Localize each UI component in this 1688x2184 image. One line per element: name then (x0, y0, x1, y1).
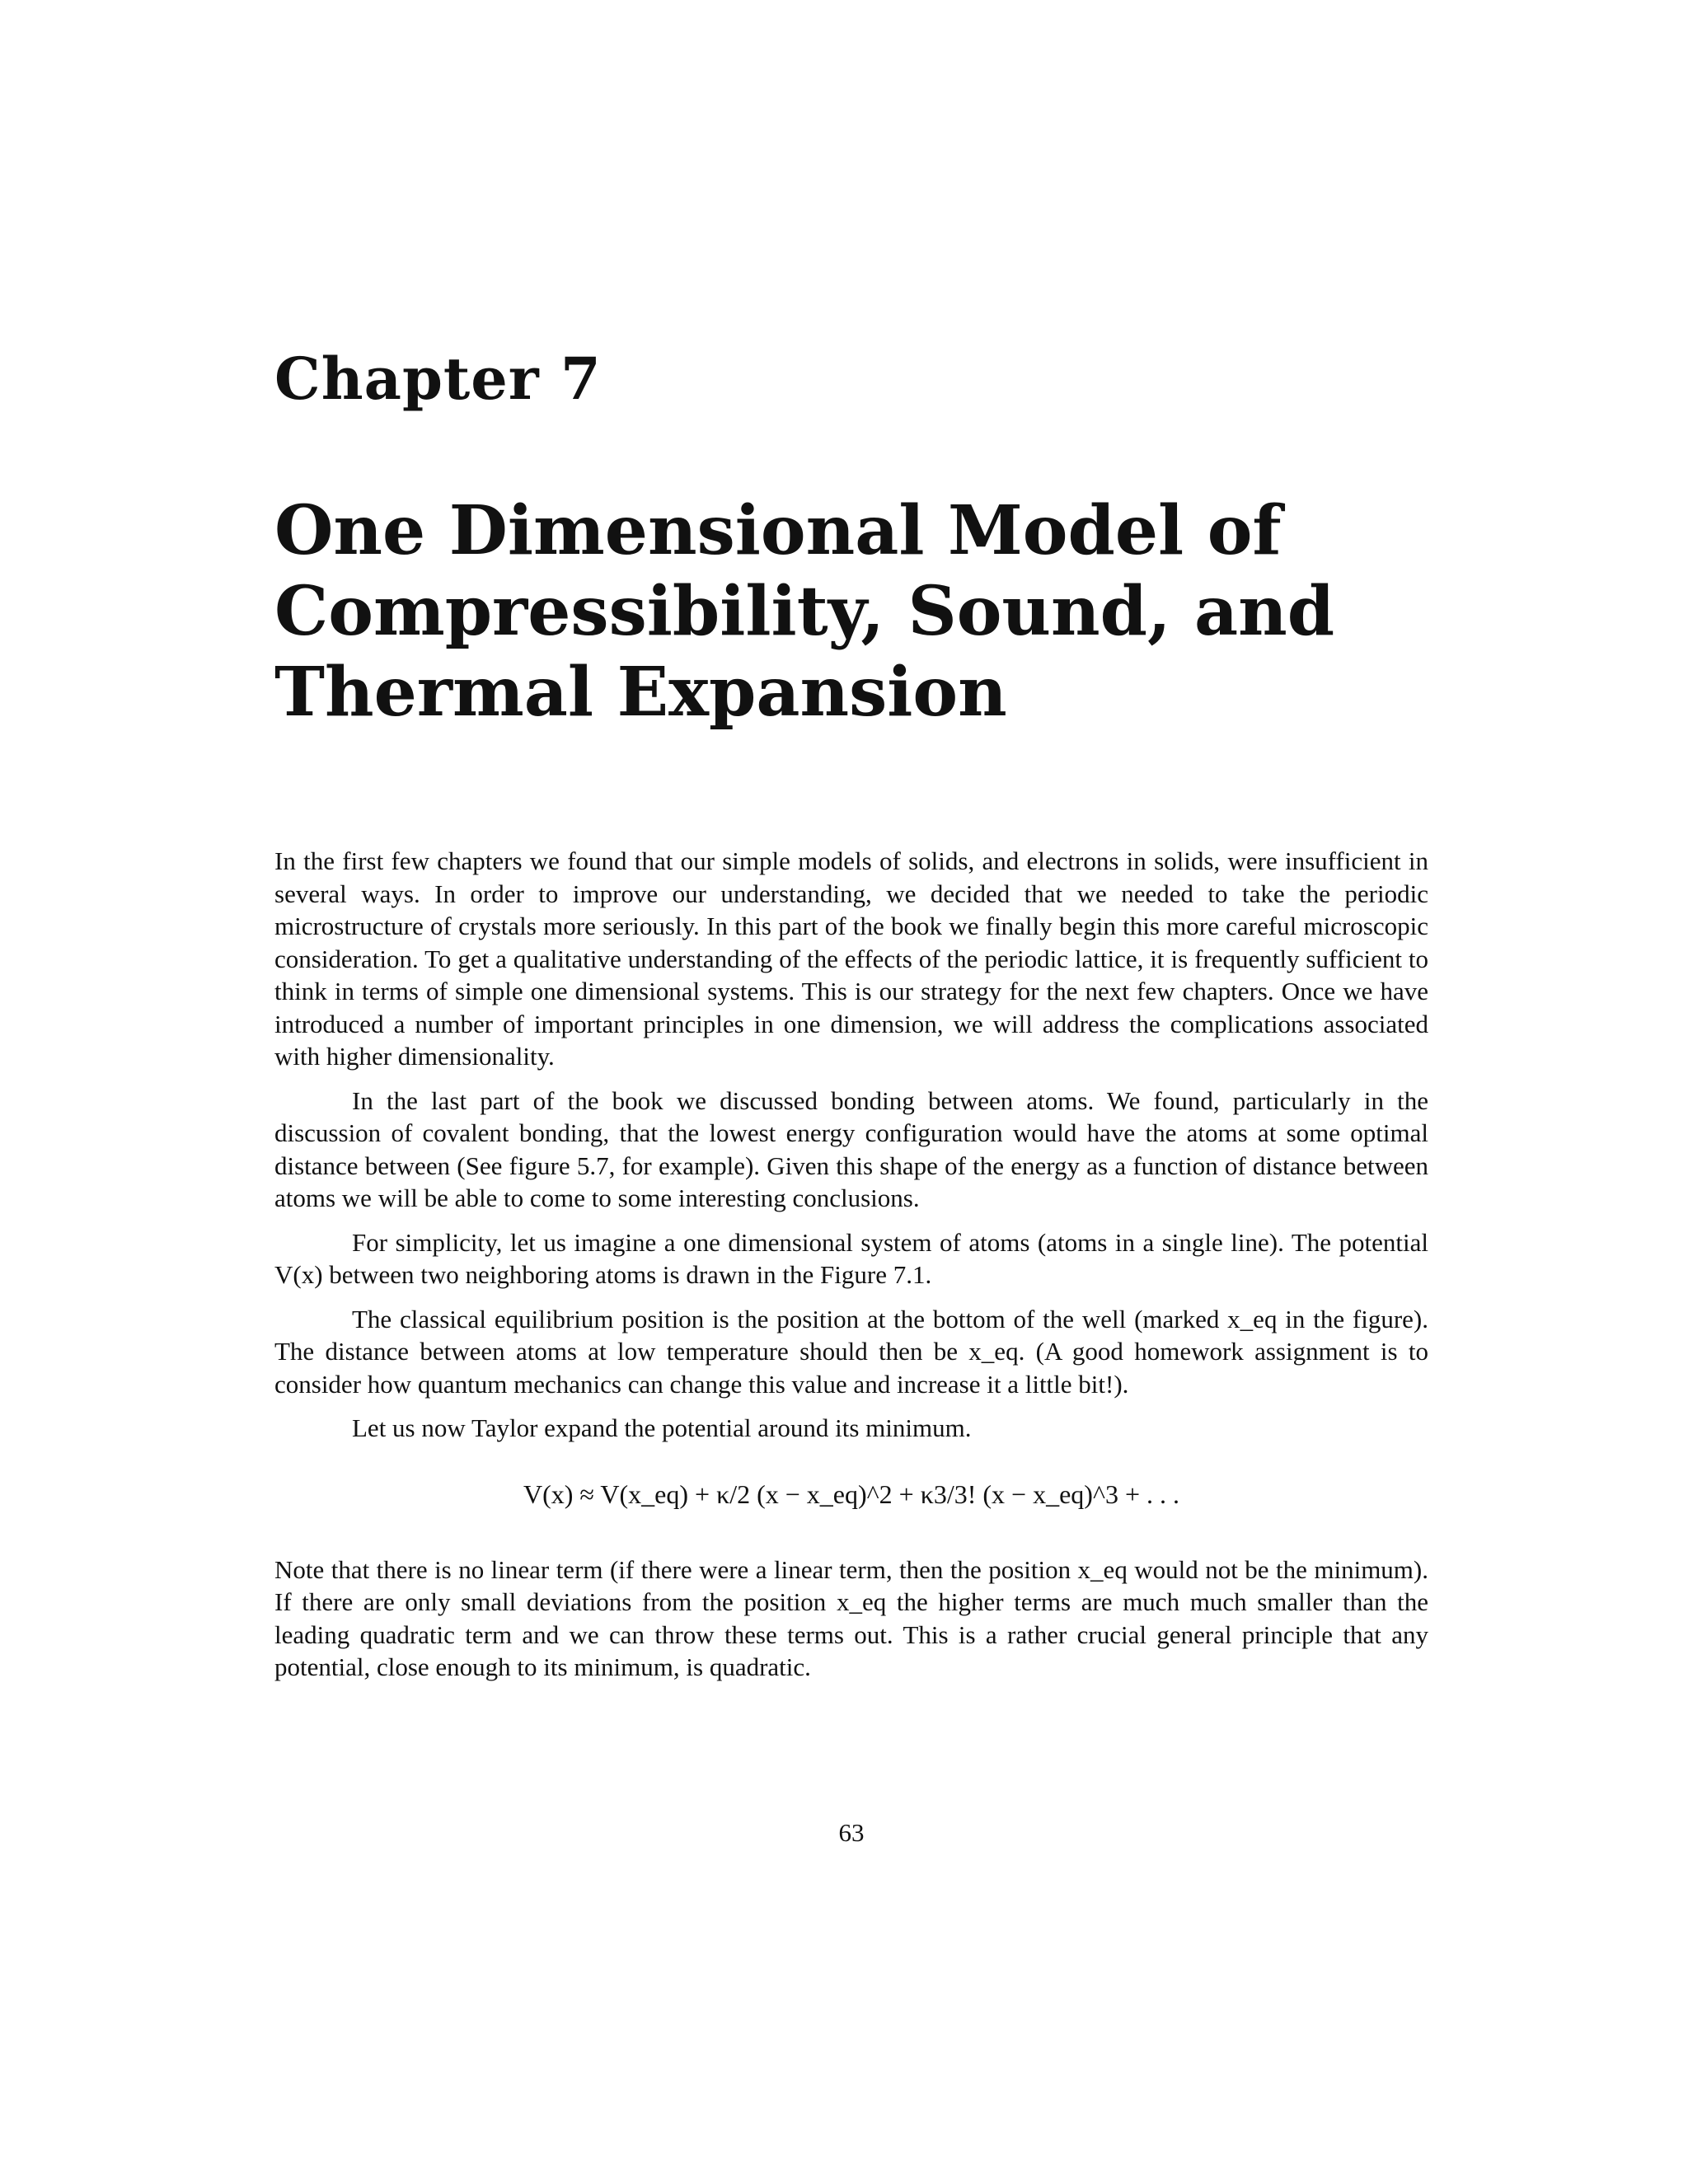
taylor-expansion-equation: V(x) ≈ V(x_eq) + κ/2 (x − x_eq)^2 + κ3/3! (x − x_eq)^3 + . . . (523, 1479, 1179, 1509)
paragraph-1: In the first few chapters we found that our simple models of solids, and electrons in solids, were insufficient in several ways. In order to improve our understanding, we decided that we needed to take the periodic microstructure of crystals more seriously. In this part of the book we finally begin this more careful microscopic consideration. To get a qualitative understanding of the effects of the periodic lattice, it is frequently sufficient to think in terms of simple one dimensional systems. This is our strategy for the next few chapters. Once we have introduced a number of important principles in one dimension, we will address the complications associated with higher dimensionality. (274, 846, 1428, 1071)
chapter-title-line-2: Compressibility, Sound, and (274, 572, 1335, 651)
paragraph-5: Let us now Taylor expand the potential around its minimum. (352, 1413, 972, 1442)
body-text (274, 845, 1428, 1695)
document-page (274, 0, 1428, 2184)
page-number: 63 (838, 1818, 865, 1847)
paragraph-4: The classical equilibrium position is the position at the bottom of the well (marked x_eq in the figure). The distance between atoms at low temperature should then be x_eq. (A good homework assignment is to consider how quantum mechanics can change this value and increase it a little bit!). (274, 1304, 1428, 1399)
paragraph-3: For simplicity, let us imagine a one dimensional system of atoms (atoms in a single line). The potential V(x) between two neighboring atoms is drawn in the Figure 7.1. (274, 1227, 1428, 1289)
chapter-title-line-1: One Dimensional Model of (274, 491, 1282, 570)
chapter-title-line-3: Thermal Expansion (274, 653, 1007, 732)
paragraph-2: In the last part of the book we discussed bonding between atoms. We found, particularly in the discussion of covalent bonding, that the lowest energy configuration would have the atoms at some optimal distance between (See figure 5.7, for example). Given this shape of the energy as a function of distance between atoms we will be able to come to some interesting conclusions. (274, 1085, 1428, 1212)
chapter-title (274, 490, 1428, 733)
paragraph-6: Note that there is no linear term (if there were a linear term, then the position x_eq would not be the minimum). If there are only small deviations from the position x_eq the higher terms are much much smaller than the leading quadratic term and we can throw these terms out. This is a rather crucial general principle that any potential, close enough to its minimum, is quadratic. (274, 1554, 1428, 1681)
chapter-label: Chapter 7 (274, 344, 602, 413)
